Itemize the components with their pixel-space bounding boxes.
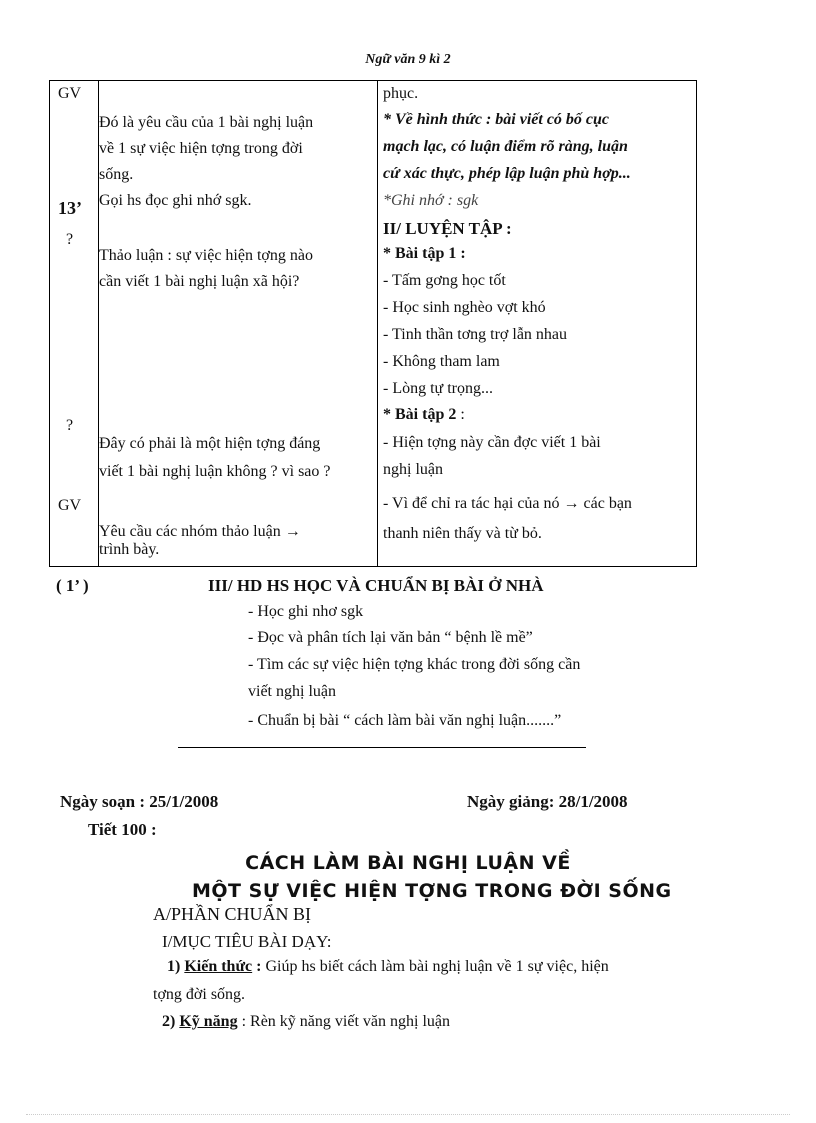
col3-line: phục. — [383, 85, 419, 102]
page-header: Ngữ văn 9 kì 2 — [365, 52, 451, 67]
section3-item: - Đọc và phân tích lại văn bản “ bệnh lề mề” — [248, 629, 533, 646]
col1-question: ? — [66, 231, 74, 248]
col2-line: Thảo luận : sự việc hiện tợng nào — [99, 247, 313, 264]
knowledge-line2: tợng đời sống. — [153, 986, 246, 1003]
col2-line: viết 1 bài nghị luận không ? vì sao ? — [99, 463, 331, 480]
knowledge-num: 1) — [167, 958, 181, 975]
col2-line: cần viết 1 bài nghị luận xã hội? — [99, 273, 300, 290]
section3-title: III/ HD HS HỌC VÀ CHUẨN BỊ BÀI Ở NHÀ — [208, 576, 544, 595]
section3-item: - Tìm các sự việc hiện tợng khác trong đời sống cần — [248, 656, 581, 673]
section3-item: viết nghị luận — [248, 683, 336, 700]
ngay-giang: Ngày giảng: 28/1/2008 — [467, 792, 628, 811]
horizontal-rule — [178, 747, 586, 748]
col1-time: 13’ — [58, 198, 82, 218]
tiet-number: Tiết 100 : — [88, 820, 157, 839]
section3-item: - Chuẩn bị bài “ cách làm bài văn nghị luận.......” — [248, 712, 562, 729]
table-divider — [377, 81, 378, 566]
col3-line: nghị luận — [383, 461, 443, 478]
skill-num: 2) — [162, 1013, 176, 1030]
col3-line: - Vì để chỉ ra tác hại của nó → các bạn — [383, 495, 632, 512]
knowledge-colon: : — [252, 958, 262, 975]
lesson-table — [49, 80, 697, 567]
col2-line: Gọi hs đọc ghi nhớ sgk. — [99, 192, 252, 209]
col3-line: - Học sinh nghèo vợt khó — [383, 299, 546, 316]
page-bottom-border — [26, 1114, 790, 1115]
col3-line: - Tinh thần tơng trợ lẫn nhau — [383, 326, 568, 343]
col3-line: thanh niên thấy và từ bỏ. — [383, 525, 542, 542]
col3-line: * Bài tập 1 : — [383, 245, 466, 262]
col3-line: *Ghi nhớ : sgk — [383, 192, 479, 209]
col2-line: trình bày. — [99, 541, 160, 558]
col2-line: Yêu cầu các nhóm thảo luận → — [99, 523, 301, 540]
col1-gv: GV — [58, 85, 82, 102]
part-a-heading: A/PHẦN CHUẨN BỊ — [153, 904, 312, 924]
lesson-title-line2: MỘT SỰ VIỆC HIỆN TỢNG TRONG ĐỜI SỐNG — [192, 880, 672, 902]
col2-line: Đây có phải là một hiện tợng đáng — [99, 435, 321, 452]
col1-gv: GV — [58, 497, 82, 514]
col1-question: ? — [66, 417, 74, 434]
col3-line: - Không tham lam — [383, 353, 500, 370]
skill-text: : Rèn kỹ năng viết văn nghị luận — [237, 1013, 450, 1030]
skill-line — [162, 1013, 450, 1031]
knowledge-text: Giúp hs biết cách làm bài nghị luận về 1 sự việc, hiện — [261, 958, 609, 975]
knowledge-label: Kiến thức — [184, 958, 253, 975]
objectives-heading: I/MỤC TIÊU BÀI DẠY: — [162, 932, 332, 951]
col3-line: - Lòng tự trọng... — [383, 380, 493, 397]
section3-time: ( 1’ ) — [56, 576, 89, 595]
col3-line: mạch lạc, có luận điểm rõ ràng, luận — [383, 138, 628, 155]
col2-line: Đó là yêu cầu của 1 bài nghị luận — [99, 114, 314, 131]
col3-line: * Về hình thức : bài viết có bố cục — [383, 111, 610, 128]
col3-line: - Tấm gơng học tốt — [383, 272, 506, 289]
knowledge-line — [167, 958, 609, 976]
col3-colon: : — [456, 406, 465, 423]
ngay-soan: Ngày soạn : 25/1/2008 — [60, 792, 219, 811]
col2-line: về 1 sự việc hiện tợng trong đời — [99, 140, 303, 157]
skill-label: Kỹ năng — [179, 1013, 238, 1030]
col3-line: cứ xác thực, phép lập luận phù hợp... — [383, 165, 631, 182]
col3-line — [383, 404, 465, 426]
lesson-title: CÁCH LÀM BÀI NGHỊ LUẬN VỀ — [245, 852, 571, 874]
section3-item: - Học ghi nhơ sgk — [248, 603, 364, 620]
col3-line: - Hiện tợng này cần đợc viết 1 bài — [383, 434, 601, 451]
col3-heading: II/ LUYỆN TẬP : — [383, 219, 512, 238]
col2-line: sống. — [99, 166, 134, 183]
col3-bold-label: * Bài tập 2 — [383, 406, 457, 423]
